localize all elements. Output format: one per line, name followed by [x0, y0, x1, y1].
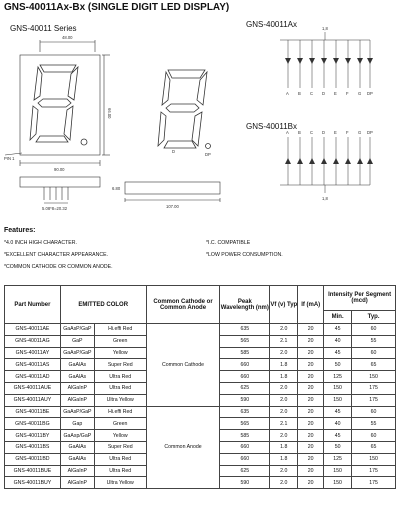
- table-cell: 590: [220, 394, 270, 406]
- table-cell: GaAsp/GaP: [60, 430, 94, 442]
- table-cell: 125: [324, 453, 352, 465]
- table-cell: 55: [352, 335, 396, 347]
- spec-table: [4, 285, 396, 489]
- table-cell: 2.0: [270, 430, 298, 442]
- table-cell: Ultra Red: [94, 465, 146, 477]
- table-cell: GaP: [60, 335, 94, 347]
- table-cell: 20: [298, 453, 324, 465]
- ax-pin-dp: DP: [367, 91, 373, 96]
- ax-pin-d: D: [322, 91, 326, 96]
- feature-item: *EXCELLENT CHARACTER APPEARANCE.: [4, 252, 108, 258]
- front-view-outline: [20, 55, 100, 155]
- common-anode-cell: Common Anode: [146, 406, 220, 489]
- feature-item: *I.C. COMPATIBLE: [206, 240, 251, 246]
- table-cell: Hi.effi Red: [94, 406, 146, 418]
- header-intensity: Intensity Per Segment (mcd): [324, 286, 396, 311]
- header-vf: Vf (v) Typ: [270, 286, 298, 324]
- table-cell: Yellow: [94, 430, 146, 442]
- table-cell: AlGaInP: [60, 394, 94, 406]
- header-common: Common Cathode or Common Anode: [146, 286, 220, 324]
- table-cell: 40: [324, 335, 352, 347]
- table-cell: Ultra Red: [94, 453, 146, 465]
- ax-pin-c: C: [310, 91, 314, 96]
- table-cell: 2.0: [270, 394, 298, 406]
- table-cell: GNS-40011AG: [5, 335, 61, 347]
- header-color: EMITTED COLOR: [60, 286, 146, 324]
- bx-pin-e: E: [334, 130, 337, 135]
- table-cell: 150: [324, 382, 352, 394]
- header-if: If (mA): [298, 286, 324, 324]
- side-view-outline: [125, 182, 220, 194]
- table-cell: 65: [352, 441, 396, 453]
- table-cell: GNS-40011BUE: [5, 465, 61, 477]
- ax-com-pin: 1,8: [322, 26, 328, 31]
- table-cell: GNS-40011BE: [5, 406, 61, 418]
- table-cell: 2.1: [270, 418, 298, 430]
- table-cell: 625: [220, 465, 270, 477]
- bx-pin-c: C: [310, 130, 314, 135]
- table-cell: 585: [220, 347, 270, 359]
- bx-com-pin: 1,8: [322, 196, 328, 201]
- page-title: GNS-40011Ax-Bx (SINGLE DIGIT LED DISPLAY): [4, 2, 230, 13]
- table-cell: 125: [324, 371, 352, 383]
- ax-circuit-label: GNS-40011Ax: [246, 20, 297, 29]
- bx-pin-a: A: [286, 130, 289, 135]
- table-cell: Ultra Red: [94, 382, 146, 394]
- table-cell: 55: [352, 418, 396, 430]
- table-cell: GNS-40011BD: [5, 453, 61, 465]
- table-cell: 20: [298, 406, 324, 418]
- table-cell: 40: [324, 418, 352, 430]
- table-cell: 20: [298, 477, 324, 489]
- table-cell: 45: [324, 430, 352, 442]
- table-cell: Ultra Yellow: [94, 394, 146, 406]
- table-cell: Super Red: [94, 359, 146, 371]
- table-cell: 150: [324, 477, 352, 489]
- dim-bottom: 90.00: [54, 167, 65, 172]
- table-cell: 175: [352, 477, 396, 489]
- ax-pin-e: E: [334, 91, 337, 96]
- feature-item: *LOW POWER CONSUMPTION.: [206, 252, 283, 258]
- features-heading: Features:: [4, 227, 36, 234]
- feature-item: *4.0 INCH HIGH CHARACTER.: [4, 240, 77, 246]
- table-cell: 565: [220, 418, 270, 430]
- table-cell: Super Red: [94, 441, 146, 453]
- table-cell: 2.0: [270, 465, 298, 477]
- table-cell: 45: [324, 324, 352, 336]
- pin1-label: PIN 1: [4, 156, 15, 161]
- table-cell: 20: [298, 430, 324, 442]
- segment-map-digit: [158, 70, 211, 149]
- bx-circuit: [280, 137, 370, 193]
- table-cell: 2.0: [270, 477, 298, 489]
- bx-pin-d: D: [322, 130, 326, 135]
- bx-pin-f: F: [346, 130, 349, 135]
- table-cell: 635: [220, 406, 270, 418]
- table-cell: 660: [220, 371, 270, 383]
- table-cell: GNS-40011BG: [5, 418, 61, 430]
- table-cell: 20: [298, 335, 324, 347]
- dim-side: 66.00: [107, 108, 112, 119]
- dim-top: 48.00: [62, 35, 73, 40]
- table-cell: 45: [324, 347, 352, 359]
- table-cell: GaAlAs: [60, 359, 94, 371]
- table-cell: 2.0: [270, 406, 298, 418]
- table-cell: 2.0: [270, 347, 298, 359]
- table-cell: 660: [220, 441, 270, 453]
- table-cell: AlGaInP: [60, 465, 94, 477]
- table-cell: GNS-40011BUY: [5, 477, 61, 489]
- table-cell: AlGaInP: [60, 382, 94, 394]
- table-cell: 20: [298, 324, 324, 336]
- table-cell: Ultra Yellow: [94, 477, 146, 489]
- table-cell: Green: [94, 418, 146, 430]
- table-cell: 1.8: [270, 453, 298, 465]
- bx-circuit-label: GNS-40011Bx: [246, 122, 297, 131]
- table-cell: 585: [220, 430, 270, 442]
- table-cell: 20: [298, 441, 324, 453]
- dim-height: 6.80: [112, 186, 121, 191]
- table-cell: GaAsP/GaP: [60, 347, 94, 359]
- ax-pin-b: B: [298, 91, 301, 96]
- header-min: Min.: [324, 311, 352, 324]
- table-cell: 20: [298, 382, 324, 394]
- table-cell: GNS-40011AUY: [5, 394, 61, 406]
- table-cell: GaAsP/GaP: [60, 324, 94, 336]
- table-cell: 175: [352, 394, 396, 406]
- table-cell: 2.0: [270, 324, 298, 336]
- table-cell: GNS-40011AS: [5, 359, 61, 371]
- bottom-view-outline: [20, 177, 100, 187]
- table-cell: GNS-40011AE: [5, 324, 61, 336]
- table-cell: Gap: [60, 418, 94, 430]
- ax-pin-f: F: [346, 91, 349, 96]
- table-cell: GNS-40011BY: [5, 430, 61, 442]
- front-digit: [30, 65, 87, 145]
- table-row: [5, 406, 396, 418]
- table-cell: 60: [352, 347, 396, 359]
- table-cell: 50: [324, 441, 352, 453]
- table-cell: 660: [220, 359, 270, 371]
- table-cell: 2.1: [270, 335, 298, 347]
- dp-label: DP: [205, 152, 211, 157]
- dim-pin: 5.08*8=20.32: [42, 206, 68, 211]
- table-cell: 150: [324, 394, 352, 406]
- table-cell: 2.0: [270, 382, 298, 394]
- table-cell: 20: [298, 465, 324, 477]
- table-cell: 20: [298, 371, 324, 383]
- header-peak: Peak Wavelength (nm): [220, 286, 270, 324]
- table-cell: Hi.effi Red: [94, 324, 146, 336]
- table-cell: 60: [352, 430, 396, 442]
- table-cell: 65: [352, 359, 396, 371]
- bx-pin-g: G: [358, 130, 362, 135]
- header-part: Part Number: [5, 286, 61, 324]
- table-cell: Green: [94, 335, 146, 347]
- table-cell: 175: [352, 465, 396, 477]
- table-cell: 50: [324, 359, 352, 371]
- table-cell: 45: [324, 406, 352, 418]
- table-cell: GaAsP/GaP: [60, 406, 94, 418]
- table-cell: 590: [220, 477, 270, 489]
- table-cell: 660: [220, 453, 270, 465]
- common-cathode-cell: Common Cathode: [146, 324, 220, 407]
- table-cell: 60: [352, 324, 396, 336]
- series-label: GNS-40011 Series: [10, 24, 77, 33]
- table-cell: 20: [298, 394, 324, 406]
- table-cell: 635: [220, 324, 270, 336]
- table-cell: 20: [298, 418, 324, 430]
- table-cell: AlGaInP: [60, 477, 94, 489]
- table-cell: 150: [352, 371, 396, 383]
- table-cell: 1.8: [270, 441, 298, 453]
- table-cell: GNS-40011AY: [5, 347, 61, 359]
- feature-item: *COMMON CATHODE OR COMMON ANODE.: [4, 264, 113, 270]
- table-cell: 20: [298, 359, 324, 371]
- table-cell: 1.8: [270, 359, 298, 371]
- header-typ: Typ.: [352, 311, 396, 324]
- table-row: [5, 324, 396, 336]
- table-cell: 565: [220, 335, 270, 347]
- table-cell: GaAlAs: [60, 441, 94, 453]
- table-cell: 1.8: [270, 371, 298, 383]
- table-cell: 20: [298, 347, 324, 359]
- spec-table-body: [5, 324, 396, 489]
- table-cell: GaAlAs: [60, 453, 94, 465]
- table-cell: GNS-40011AUE: [5, 382, 61, 394]
- dim-lower: 107.00: [166, 204, 179, 209]
- ax-pin-g: G: [358, 91, 362, 96]
- table-cell: 150: [324, 465, 352, 477]
- table-cell: Yellow: [94, 347, 146, 359]
- table-cell: 175: [352, 382, 396, 394]
- d-label: D: [172, 149, 176, 154]
- ax-pin-a: A: [286, 91, 289, 96]
- table-cell: Ultra Red: [94, 371, 146, 383]
- mechanical-drawing: [0, 0, 400, 225]
- table-cell: GNS-40011BS: [5, 441, 61, 453]
- table-cell: 150: [352, 453, 396, 465]
- bx-pin-b: B: [298, 130, 301, 135]
- table-cell: 60: [352, 406, 396, 418]
- table-cell: GaAlAs: [60, 371, 94, 383]
- bx-pin-dp: DP: [367, 130, 373, 135]
- table-cell: 625: [220, 382, 270, 394]
- table-cell: GNS-40011AD: [5, 371, 61, 383]
